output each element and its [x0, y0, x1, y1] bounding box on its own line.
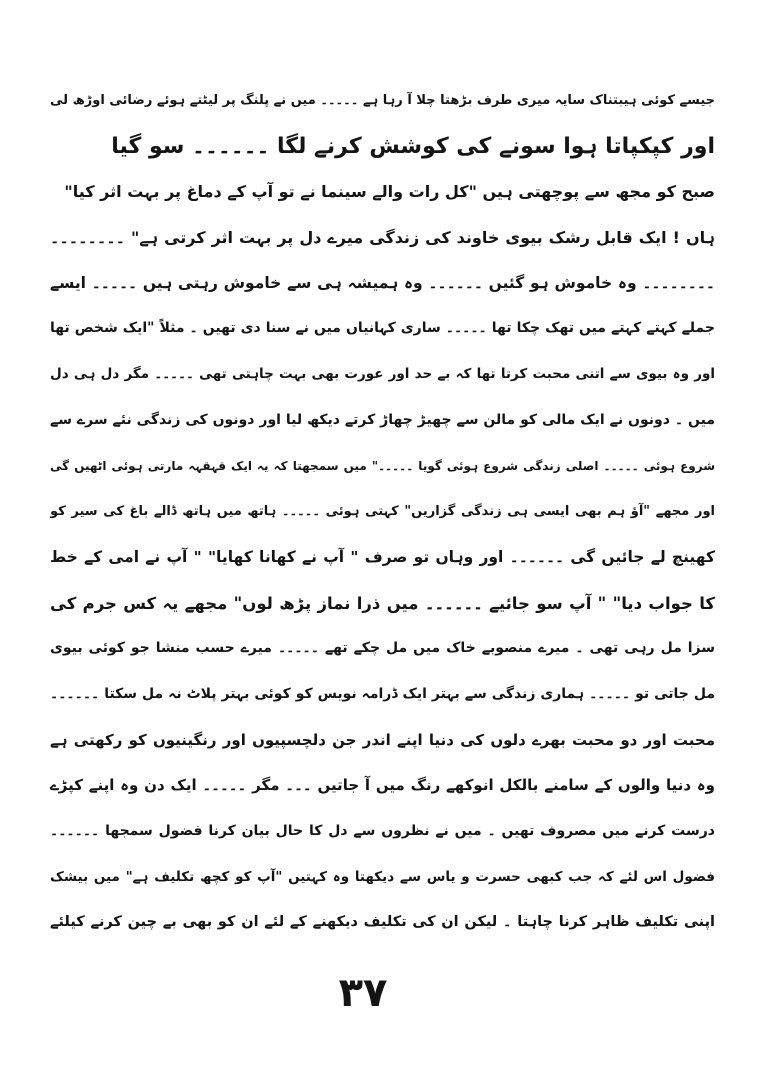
text-line: شروع ہوئی ۔۔۔۔۔ اصلی زندگی شروع ہوئی گویا ۔۔۔۔۔" میں سمجھتا کہ یہ ایک قہقہہ مارتی ہوئی اٹھیں گی — [50, 458, 715, 473]
text-line: اور کپکپاتا ہوا سونے کی کوشش کرنے لگا ۔۔۔۔۔۔ سو گیا — [111, 133, 715, 159]
text-line: مل جاتی تو ۔۔۔۔۔ ہماری زندگی سے بہتر ایک ڈرامہ نویس کو کوئی بہتر پلاٹ نہ مل سکتا ۔۔۔۔۔۔ — [50, 685, 715, 702]
text-line: سزا مل رہی تھی ۔ میرے منصوبے خاک میں مل چکے تھے ۔۔۔۔۔ میرے حسب منشا جو کوئی بیوی — [50, 640, 715, 657]
text-line: کھینچ لے جائیں گی ۔۔۔۔۔۔ اور وہاں تو صرف " آپ نے کھانا کھایا" " آپ نے امی کے خط — [50, 547, 715, 566]
text-line: جیسے کوئی ہیبتناک سایہ میری طرف بڑھتا چلا آ رہا ہے ۔۔۔۔۔ میں نے پلنگ پر لیٹتے ہوئے رضائی اوڑھ لی — [50, 93, 715, 108]
text-line: محبت اور دو محبت بھرے دلوں کی دنیا اپنے اندر جن دلچسپیوں اور رنگینیوں کو رکھتی ہے — [50, 730, 715, 749]
urdu-text-body — [50, 78, 715, 946]
text-line: صبح کو مجھ سے پوچھتی ہیں "کل رات والے سینما نے تو آپ کے دماغ پر بہت اثر کیا" — [64, 182, 715, 202]
text-line: کا جواب دیا" " آپ سو جائیے ۔۔۔۔۔۔ میں ذرا نماز پڑھ لوں" مجھے یہ کس جرم کی — [50, 593, 715, 613]
page-number: ۳۷ — [338, 970, 388, 1016]
text-line: درست کرنے میں مصروف تھیں ۔ میں نے نظروں سے دل کا حال بیان کرنا فضول سمجھا ۔۔۔۔۔۔ — [50, 823, 715, 839]
text-line: فضول اس لئے کہ جب کبھی حسرت و یاس سے دیکھتا وہ کہتیں "آپ کو کچھ تکلیف ہے" میں بیشک — [50, 868, 715, 885]
text-line: میں ۔ دونوں نے ایک مالی کو مالن سے چھیڑ چھاڑ کرتے دیکھ لیا اور دونوں کی زندگی نئے سرے سے — [50, 411, 715, 428]
text-line: اور وہ بیوی سے اتنی محبت کرتا تھا کہ بے حد اور عورت بھی بہت چاہتی تھی ۔۔۔۔۔ مگر دل ہی دل — [50, 366, 715, 383]
text-line: ۔۔۔۔۔۔۔۔ وہ خاموش ہو گئیں ۔۔۔۔۔۔ وہ ہمیشہ ہی سے خاموش رہتی ہیں ۔۔۔۔۔ ایسے — [50, 273, 715, 292]
text-line: وہ دنیا والوں کے سامنے بالکل انوکھے رنگ میں آ جاتیں ۔۔۔ مگر ۔۔۔۔۔ ایک دن وہ اپنے کپڑے — [50, 776, 715, 795]
text-line: ہاں ! ایک قابل رشک بیوی خاوند کی زندگی میرے دل پر بہت اثر کرتی ہے" ۔۔۔۔۔۔۔۔ — [50, 228, 715, 248]
text-line: اور مجھے "آؤ ہم بھی ایسی ہی زندگی گزاریں" کہتی ہوئی ۔۔۔۔۔ ہاتھ میں ہاتھ ڈالے باغ کی سیر کو — [50, 504, 715, 520]
text-line: اپنی تکلیف ظاہر کرنا چاہتا ۔ لیکن ان کی تکلیف دیکھنے کے لئے ان کو بھی بے چین کرنے کیلئے — [50, 914, 715, 931]
text-line: جملے کہتے کہتے میں تھک چکا تھا ۔۔۔۔۔ ساری کہانیاں میں نے سنا دی تھیں ۔ مثلاً "ایک شخص تھا — [50, 320, 715, 337]
